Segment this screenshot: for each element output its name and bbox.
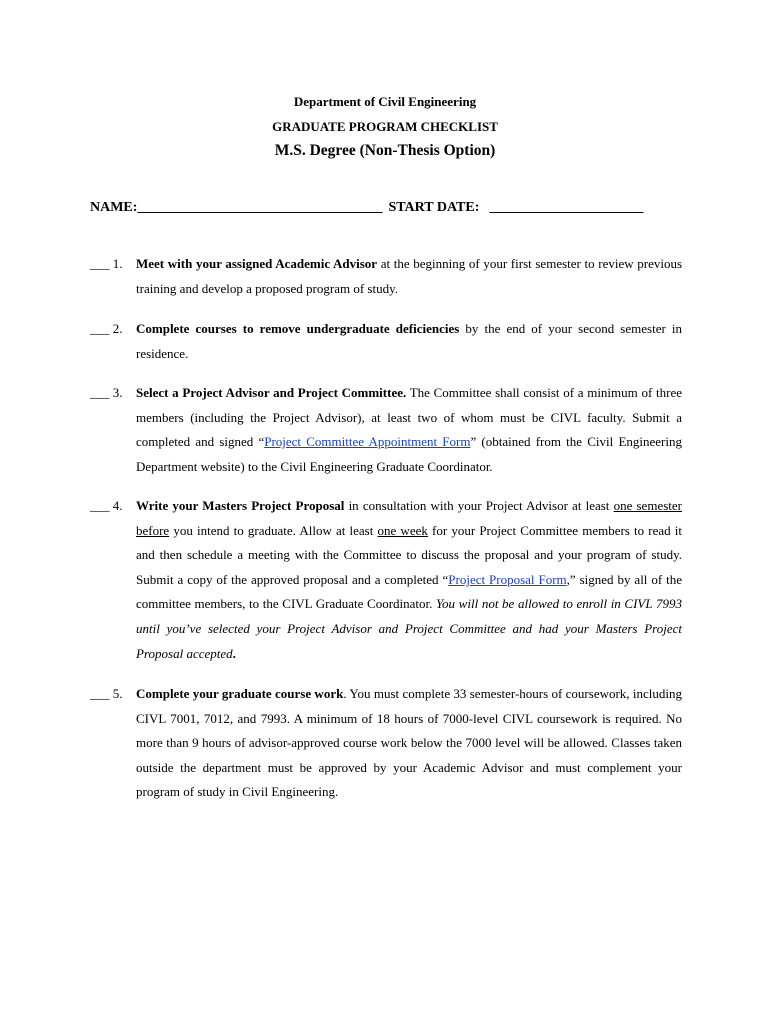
checklist-item-3: [90, 381, 682, 479]
committee-appointment-form-link[interactable]: Project Committee Appointment Form: [264, 434, 471, 450]
item-text-1: Meet with your assigned Academic Advisor at the beginning of your first semester to review previous training and develop a proposed program of study.: [136, 256, 683, 296]
checklist-item-1: [90, 252, 682, 301]
department-title: Department of Civil Engineering: [293, 94, 477, 109]
item-checkbox-4[interactable]: ___ 4.: [90, 498, 123, 513]
item-checkbox-2[interactable]: ___ 2.: [90, 321, 123, 336]
start-date-line[interactable]: ______________________: [489, 200, 644, 215]
name-label: NAME:: [90, 200, 138, 215]
item-checkbox-1[interactable]: ___ 1.: [90, 256, 123, 271]
start-date-label: START DATE:: [388, 200, 480, 215]
checklist-item-2: [90, 317, 682, 366]
student-info-fields: [90, 200, 643, 216]
checklist-title: GRADUATE PROGRAM CHECKLIST: [272, 119, 498, 134]
name-line[interactable]: ___________________________________: [137, 200, 383, 215]
item-checkbox-3[interactable]: ___ 3.: [90, 385, 123, 400]
checklist-item-4: [90, 494, 682, 666]
degree-title: M.S. Degree (Non-Thesis Option): [274, 142, 496, 159]
project-proposal-form-link[interactable]: Project Proposal Form: [448, 571, 567, 587]
item-text-4: Write your Masters Project Proposal in consultation with your Project Advisor at least one semester before you intend to graduate. Allow at least one week for your Project Committee members to read it and then schedule a meeting with the Committee to discuss the proposal and your program of study. Submit a copy of the approved proposal and a completed “Project Proposal Form,” signed by all of the committee members, to the CIVL Graduate Coordinator. You will not be allowed to enroll in CIVL 7993 until you’ve selected your Project Advisor and Project Committee and had your Masters Project Proposal accepted.: [136, 498, 683, 661]
item-text-5: Complete your graduate course work. You must complete 33 semester-hours of coursework, including CIVL 7001, 7012, and 7993. A minimum of 18 hours of 7000-level CIVL coursework is required. No more than 9 hours of advisor-approved course work below the 7000 level will be allowed. Classes taken outside the department must be approved by your Academic Advisor and must complement your program of study in Civil Engineering.: [136, 686, 682, 800]
item-checkbox-5[interactable]: ___ 5.: [90, 686, 123, 701]
item-text-2: Complete courses to remove undergraduate deficiencies by the end of your second semester in residence.: [136, 321, 682, 361]
item-text-3: Select a Project Advisor and Project Committee. The Committee shall consist of a minimum of three members (including the Project Advisor), at least two of whom must be CIVL faculty. Submit a completed and signed “Project Committee Appointment Form” (obtained from the Civil Engineering Department website) to the Civil Engineering Graduate Coordinator.: [136, 385, 682, 474]
checklist-item-5: [90, 682, 682, 805]
